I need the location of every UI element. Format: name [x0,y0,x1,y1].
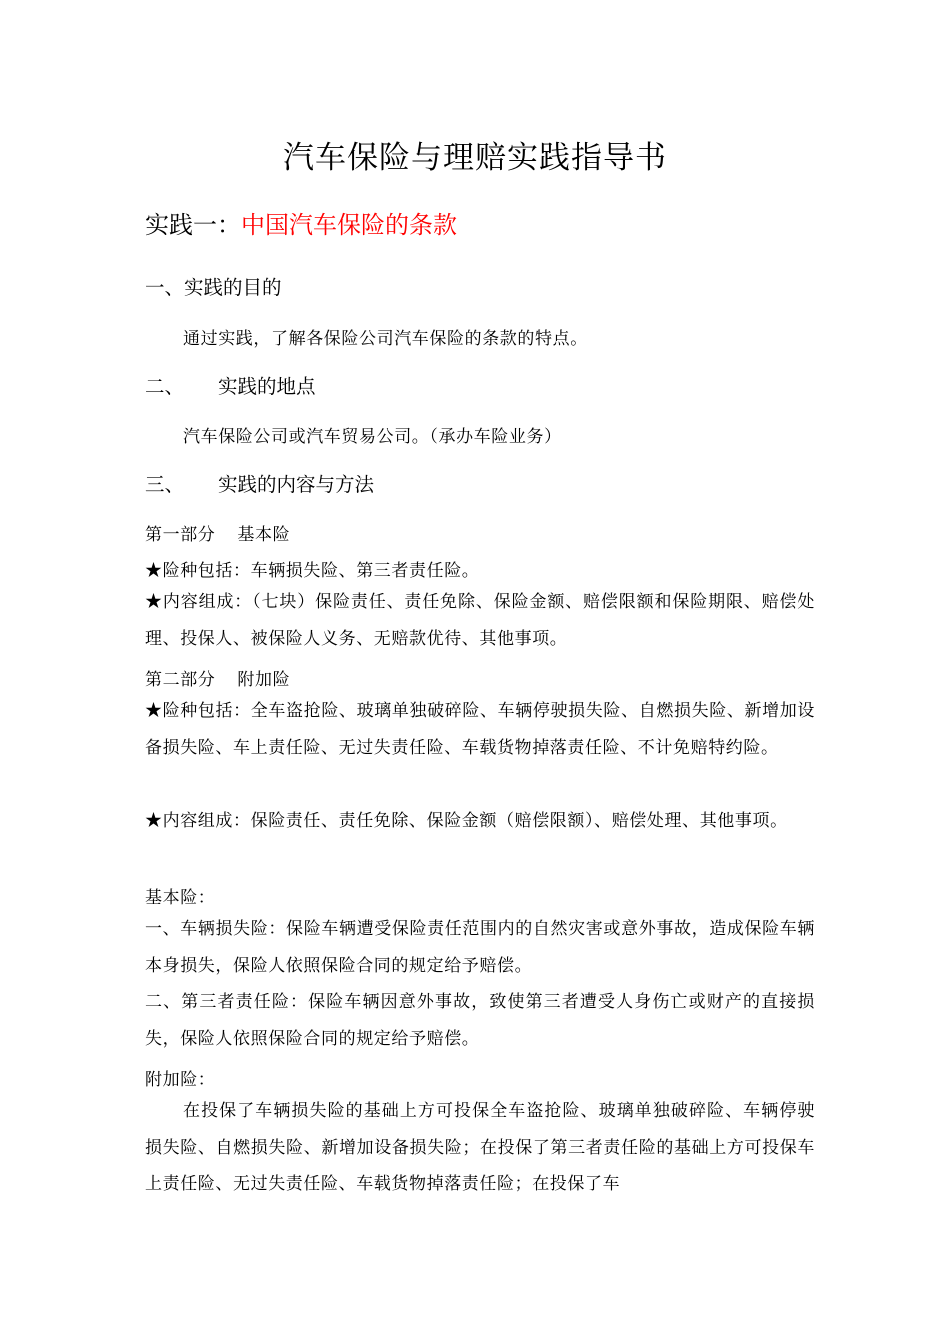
practice-title [145,205,457,240]
part1-label-name: 基本险 [237,525,291,545]
section2-heading-num: 二、 [145,375,185,398]
section2-text: 汽车保险公司或汽车贸易公司。（承办车险业务） [183,427,562,447]
part2-label-name: 附加险 [237,670,291,690]
additional-text: 在投保了车辆损失险的基础上方可投保全车盗抢险、玻璃单独破碎险、车辆停驶损失险、自燃损失险、新增加设备损失险；在投保了第三者责任险的基础上方可投保车上责任险、无过失责任险、车载货物掉落责任险；在投保了车 [145,1101,815,1194]
section1-text: 通过实践，了解各保险公司汽车保险的条款的特点。 [183,329,588,349]
part2-label [145,665,290,690]
section1-heading: 一、实践的目的 [145,276,282,299]
section3-heading-text: 实践的内容与方法 [218,473,375,496]
section3-heading-num: 三、 [145,473,185,496]
part2-content: ★内容组成：保险责任、责任免除、保险金额（赔偿限额）、赔偿处理、其他事项。 [145,811,788,831]
part1-content: ★内容组成：（七块）保险责任、责任免除、保险金额、赔偿限额和保险期限、赔偿处理、投保人、被保险人义务、无赔款优待、其他事项。 [145,592,815,649]
section2-heading [145,371,316,399]
practice-title-topic: 中国汽车保险的条款 [241,211,457,239]
part2-label-number: 第二部分 [145,670,216,690]
part1-label-number: 第一部分 [145,525,216,545]
section3-heading [145,469,374,497]
part1-types: ★险种包括：车辆损失险、第三者责任险。 [145,561,480,581]
basic-item-2: 二、第三者责任险：保险车辆因意外事故，致使第三者遭受人身伤亡或财产的直接损失，保险人依照保险合同的规定给予赔偿。 [145,992,815,1049]
document-title: 汽车保险与理赔实践指导书 [283,140,667,176]
practice-title-prefix: 实践一： [145,211,241,239]
basic-item-1: 一、车辆损失险：保险车辆遭受保险责任范围内的自然灾害或意外事故，造成保险车辆本身损失，保险人依照保险合同的规定给予赔偿。 [145,919,815,976]
section2-heading-text: 实践的地点 [218,375,316,398]
part2-types: ★险种包括：全车盗抢险、玻璃单独破碎险、车辆停驶损失险、自燃损失险、新增加设备损失险、车上责任险、无过失责任险、车载货物掉落责任险、不计免赔特约险。 [145,701,815,758]
additional-heading: 附加险： [145,1070,216,1090]
basic-heading: 基本险： [145,888,216,908]
part1-label [145,520,290,545]
